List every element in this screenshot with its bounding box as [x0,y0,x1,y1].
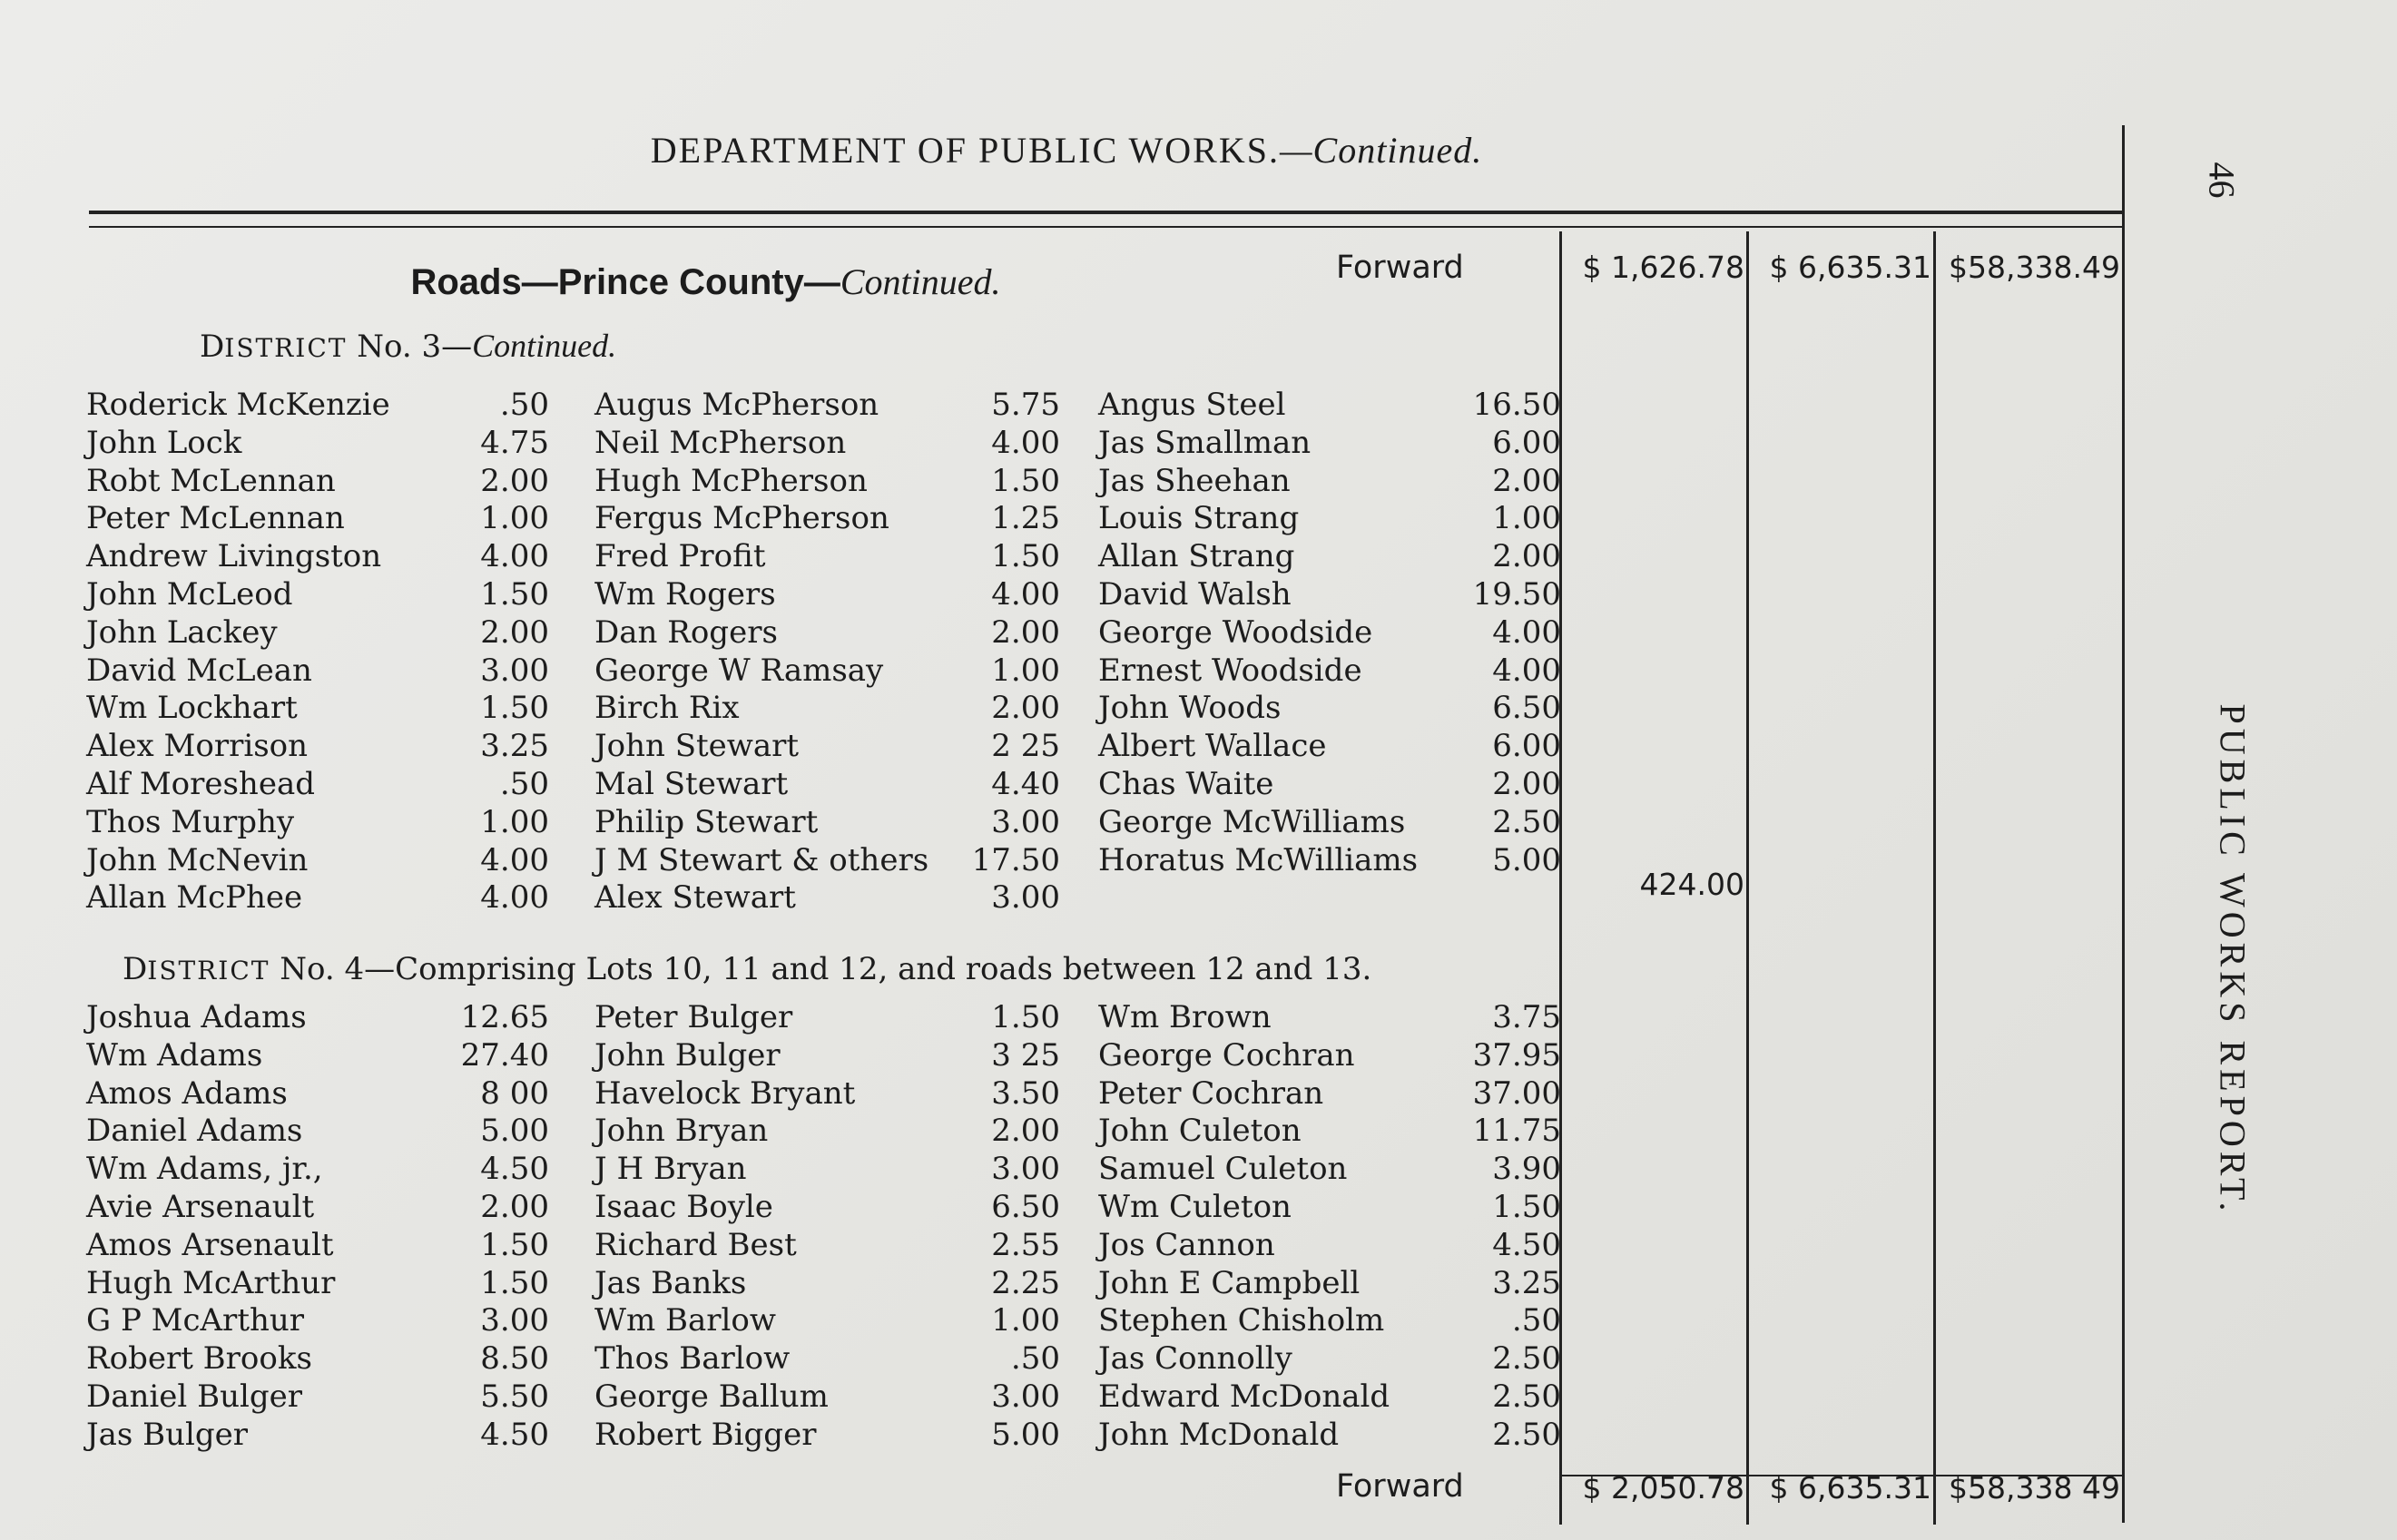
entry-amount: 4.00 [1492,613,1561,651]
entry-name: Robert Bigger [594,1416,817,1453]
entry-name: G P McArthur [86,1302,305,1339]
entry-name: Richard Best [594,1226,797,1263]
entry-name: Dan Rogers [594,613,778,651]
entry-name: John McLeod [86,576,293,613]
entry-name: Havelock Bryant [594,1074,856,1112]
entry-name: Wm Rogers [594,576,776,613]
entry-name: Thos Barlow [594,1340,791,1378]
entry-amount: 2.25 [991,1264,1060,1301]
entry-amount: 4.50 [480,1416,549,1453]
entry-amount: 1.50 [480,1264,549,1301]
entry-amount: 1.50 [991,999,1060,1035]
entry-name: David McLean [86,652,312,689]
entry-amount: 5.00 [991,1416,1060,1453]
entry-name: Allan Strang [1098,538,1295,575]
entry-amount: 4.00 [480,538,549,575]
entry-amount: 2.00 [1492,538,1561,575]
entry-name: David Walsh [1098,576,1292,613]
column-rule-3 [1933,231,1936,1525]
page-number: 46 [2201,162,2243,199]
running-side-title: PUBLIC WORKS REPORT. [2212,703,2254,1216]
entry-name: John Woods [1098,690,1282,727]
entry-name: Alex Stewart [594,879,796,917]
forward-top-col2: $ 6,635.31 [1769,250,1931,285]
entry-amount: 1.50 [991,462,1060,499]
section-heading: Roads—Prince County—Continued. [410,261,1001,302]
entry-name: Edward McDonald [1098,1378,1390,1415]
entry-amount: 3.50 [991,1074,1060,1112]
entry-name: John McDonald [1098,1416,1340,1453]
entry-name: Louis Strang [1098,500,1300,537]
entry-name: Alex Morrison [86,728,309,765]
entry-name: Jas Bulger [86,1416,249,1453]
entry-amount: 17.50 [971,841,1060,878]
entry-amount: 6.50 [1492,690,1561,727]
entry-name: Peter McLennan [86,500,345,537]
margin-rule [2122,125,2125,1523]
entry-amount: 2.00 [480,1189,549,1225]
entry-amount: 2 25 [991,728,1060,765]
entry-amount: 19.50 [1472,576,1561,613]
entry-amount: .50 [499,766,549,802]
entry-amount: 2.00 [991,613,1060,651]
entry-amount: 27.40 [460,1036,549,1074]
entry-amount: 11.75 [1472,1113,1561,1150]
entry-amount: 4.00 [480,879,549,917]
entry-amount: 3.25 [480,728,549,765]
entry-amount: 1.00 [991,652,1060,689]
entry-name: Peter Cochran [1098,1074,1324,1112]
entry-amount: 2.00 [1492,462,1561,499]
entry-amount: 5.75 [991,387,1060,423]
entry-name: Jas Smallman [1098,424,1311,461]
entry-name: John Lock [86,424,242,461]
entry-name: J M Stewart & others [594,841,929,878]
forward-bottom-col2: $ 6,635.31 [1769,1470,1931,1506]
entry-amount: 37.95 [1472,1036,1561,1074]
entry-amount: .50 [499,387,549,423]
entry-amount: 3.90 [1492,1151,1561,1188]
district-3-total: 424.00 [1639,867,1744,902]
entry-amount: 1.00 [480,803,549,840]
entry-amount: 2.00 [991,1113,1060,1150]
entry-amount: 1.50 [991,538,1060,575]
district-4-heading: DISTRICT No. 4—Comprising Lots 10, 11 and 12, and roads between 12 and 13. [123,951,1372,987]
entry-name: Stephen Chisholm [1098,1302,1385,1339]
entry-amount: 5.50 [480,1378,549,1415]
entry-name: Wm Adams, jr., [86,1151,323,1188]
entry-amount: 2.00 [991,690,1060,727]
entry-amount: 6.00 [1492,728,1561,765]
forward-label-top: Forward [1336,250,1464,286]
entry-amount: 2.50 [1492,803,1561,840]
entry-amount: 1.00 [1492,500,1561,537]
forward-bottom-col1: $ 2,050.78 [1582,1470,1744,1506]
entry-name: Andrew Livingston [86,538,382,575]
entry-amount: 2.00 [480,462,549,499]
entry-amount: 6.50 [991,1189,1060,1225]
page-title: DEPARTMENT OF PUBLIC WORKS.—Continued. [650,130,1483,171]
entry-name: Peter Bulger [594,999,793,1035]
top-rule-thin [89,226,2122,228]
entry-name: Neil McPherson [594,424,847,461]
entry-name: George Ballum [594,1378,829,1415]
entry-amount: 4.75 [480,424,549,461]
entry-amount: 1.00 [991,1302,1060,1339]
entry-name: Alf Moreshead [86,766,315,802]
entry-name: Horatus McWilliams [1098,841,1419,878]
entry-name: Wm Lockhart [86,690,298,727]
entry-name: Amos Arsenault [86,1226,334,1263]
entry-name: Roderick McKenzie [86,387,390,423]
entry-amount: 4.00 [991,424,1060,461]
entry-name: John Stewart [594,728,800,765]
column-rule-2 [1746,231,1749,1525]
entry-amount: 4.50 [1492,1226,1561,1263]
entry-name: Fergus McPherson [594,500,889,537]
entry-amount: 2.55 [991,1226,1060,1263]
entry-name: Angus Steel [1098,387,1286,423]
entry-name: Wm Brown [1098,999,1272,1035]
entry-amount: 4.00 [1492,652,1561,689]
entry-amount: 5.00 [480,1113,549,1150]
entry-name: Jas Connolly [1098,1340,1292,1378]
entry-name: Daniel Adams [86,1113,303,1150]
entry-name: John Bryan [594,1113,769,1150]
forward-top-col1: $ 1,626.78 [1582,250,1744,285]
entry-name: Albert Wallace [1098,728,1327,765]
district-3-heading: DISTRICT No. 3—Continued. [200,328,617,365]
entry-name: Daniel Bulger [86,1378,302,1415]
entry-amount: 1.50 [480,690,549,727]
entry-amount: 16.50 [1472,387,1561,423]
entry-amount: 3.00 [991,1378,1060,1415]
entry-name: Amos Adams [86,1074,288,1112]
entry-amount: 5.00 [1492,841,1561,878]
entry-name: Fred Profit [594,538,766,575]
entry-amount: 3 25 [991,1036,1060,1074]
entry-amount: 1.50 [480,1226,549,1263]
entry-name: Philip Stewart [594,803,819,840]
entry-amount: .50 [1511,1302,1561,1339]
entry-amount: 4.00 [991,576,1060,613]
entry-amount: .50 [1010,1340,1060,1378]
entry-name: Isaac Boyle [594,1189,773,1225]
entry-name: John McNevin [86,841,309,878]
entry-amount: 3.00 [480,1302,549,1339]
entry-name: Wm Barlow [594,1302,776,1339]
forward-label-bottom: Forward [1336,1468,1464,1505]
entry-amount: 3.00 [991,1151,1060,1188]
entry-amount: 3.00 [480,652,549,689]
entry-name: Robt McLennan [86,462,336,499]
entry-amount: 2.50 [1492,1340,1561,1378]
forward-top-col3: $58,338.49 [1949,250,2120,285]
entry-amount: 37.00 [1472,1074,1561,1112]
entry-name: Wm Culeton [1098,1189,1292,1225]
entry-amount: 2.50 [1492,1378,1561,1415]
entry-name: Jos Cannon [1098,1226,1275,1263]
entry-name: John E Campbell [1098,1264,1361,1301]
entry-name: Birch Rix [594,690,740,727]
entry-name: Chas Waite [1098,766,1274,802]
entry-amount: 1.00 [480,500,549,537]
entry-name: Allan McPhee [86,879,303,917]
entry-amount: 8 00 [480,1074,549,1112]
entry-name: Hugh McArthur [86,1264,336,1301]
entry-name: Joshua Adams [86,999,307,1035]
entry-name: George McWilliams [1098,803,1406,840]
entry-name: George W Ramsay [594,652,884,689]
entry-name: Jas Sheehan [1098,462,1291,499]
forward-bottom-col3: $58,338 49 [1949,1470,2120,1506]
entry-amount: 4.00 [480,841,549,878]
entry-name: Avie Arsenault [86,1189,315,1225]
entry-amount: 2.00 [480,613,549,651]
entry-amount: 12.65 [460,999,549,1035]
entry-amount: 3.00 [991,879,1060,917]
entry-name: Ernest Woodside [1098,652,1362,689]
entry-name: John Culeton [1098,1113,1302,1150]
entry-amount: 1.25 [991,500,1060,537]
entry-amount: 6.00 [1492,424,1561,461]
entry-name: George Woodside [1098,613,1373,651]
entry-amount: 3.25 [1492,1264,1561,1301]
entry-name: Hugh McPherson [594,462,868,499]
entry-amount: 2.50 [1492,1416,1561,1453]
entry-amount: 2.00 [1492,766,1561,802]
entry-name: Jas Banks [594,1264,747,1301]
entry-name: John Bulger [594,1036,781,1074]
entry-amount: 3.00 [991,803,1060,840]
entry-name: Wm Adams [86,1036,263,1074]
entry-name: Samuel Culeton [1098,1151,1348,1188]
entry-amount: 8.50 [480,1340,549,1378]
entry-name: John Lackey [86,613,278,651]
entry-amount: 4.40 [991,766,1060,802]
entry-name: Robert Brooks [86,1340,312,1378]
entry-amount: 4.50 [480,1151,549,1188]
entry-name: Mal Stewart [594,766,789,802]
entry-name: J H Bryan [594,1151,747,1188]
entry-amount: 3.75 [1492,999,1561,1035]
entry-name: Augus McPherson [594,387,879,423]
top-rule [89,211,2122,214]
entry-name: George Cochran [1098,1036,1355,1074]
entry-name: Thos Murphy [86,803,295,840]
entry-amount: 1.50 [1492,1189,1561,1225]
entry-amount: 1.50 [480,576,549,613]
